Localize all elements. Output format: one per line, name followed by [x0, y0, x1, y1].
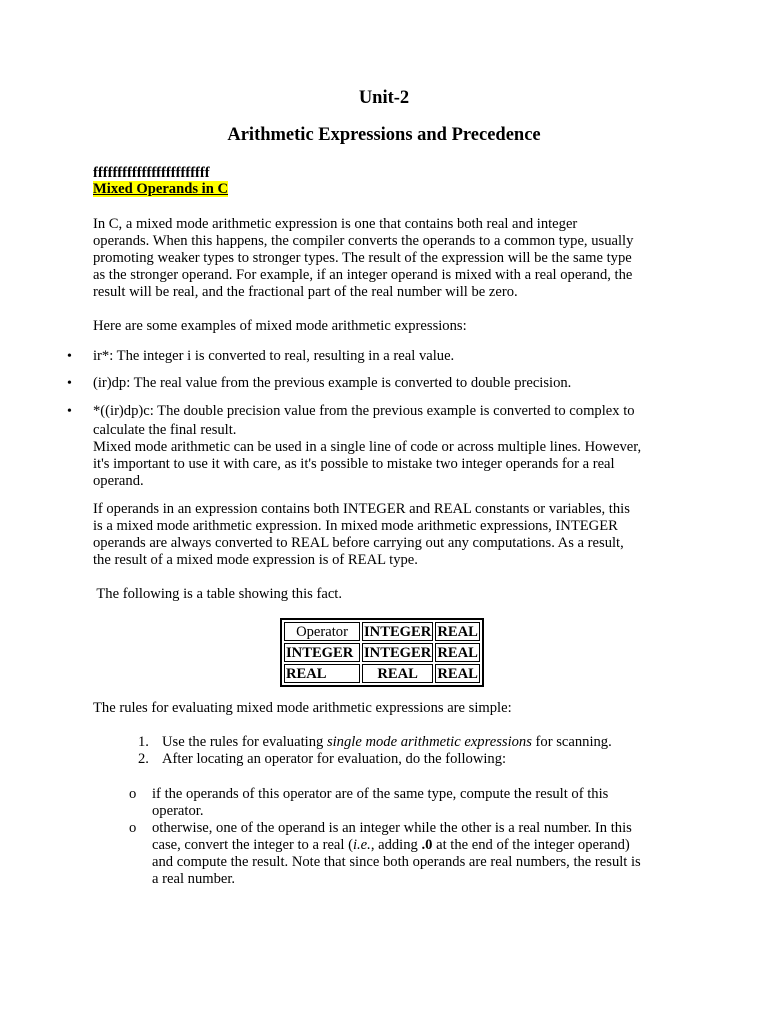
- bullet-marker: •: [67, 349, 72, 364]
- text-bold: .0: [421, 837, 433, 853]
- bullet-item: ir*: The integer i is converted to real, resulting in a real value.: [93, 348, 455, 364]
- text-line: as the stronger operand. For example, if an integer operand is mixed with a real operand, the: [93, 267, 633, 283]
- table-row: [284, 664, 480, 683]
- text-line: operands are always converted to REAL before carrying out any computations. As a result,: [93, 535, 624, 551]
- rules-intro: The rules for evaluating mixed mode arithmetic expressions are simple:: [93, 700, 512, 716]
- table-cell: REAL: [362, 664, 433, 683]
- table-cell: INTEGER: [284, 643, 360, 662]
- item-text: for scanning.: [531, 734, 612, 750]
- table-cell: REAL: [284, 664, 360, 683]
- list-number: 1.: [138, 734, 149, 750]
- table-cell: REAL: [437, 644, 478, 661]
- list-number: 2.: [138, 751, 149, 767]
- text-run: , adding: [370, 837, 422, 853]
- ordered-item: After locating an operator for evaluation, do the following:: [162, 751, 507, 767]
- sub-list-item: [152, 820, 674, 888]
- examples-intro: Here are some examples of mixed mode arithmetic expressions:: [93, 318, 467, 334]
- text-line: operator.: [152, 803, 204, 819]
- unit-heading: Unit-2: [358, 88, 410, 108]
- ordered-item: [162, 734, 682, 751]
- bullet3-continuation: [93, 422, 675, 490]
- text-run: at the end of the integer operand): [432, 837, 630, 853]
- sub-list-marker: o: [129, 820, 137, 836]
- table-header-row: [284, 622, 480, 641]
- section-heading: [93, 181, 675, 198]
- text-line: [152, 837, 674, 854]
- table-cell: Operator: [284, 622, 360, 641]
- text-line: calculate the final result.: [93, 422, 237, 438]
- item-emphasis: single mode arithmetic expressions: [326, 734, 532, 750]
- text-line: it's important to use it with care, as it's possible to mistake two integer operands for a real: [93, 456, 615, 472]
- bullet-marker: •: [67, 376, 72, 391]
- section-heading-text: Mixed Operands in C: [93, 181, 229, 197]
- text-emphasis: i.e.: [352, 837, 371, 853]
- intro-paragraph: [93, 216, 675, 301]
- operands-paragraph: [93, 501, 675, 569]
- text-line: promoting weaker types to stronger types. The result of the expression will be the same type: [93, 250, 632, 266]
- text-line: is a mixed mode arithmetic expression. In mixed mode arithmetic expressions, INTEGER: [93, 518, 618, 534]
- sub-list-item: [152, 786, 674, 820]
- table-cell: INTEGER: [364, 644, 432, 661]
- table-cell: INTEGER: [364, 623, 432, 640]
- bullet-item: *((ir)dp)c: The double precision value from the previous example is converted to complex to: [93, 403, 635, 419]
- bullet-item: (ir)dp: The real value from the previous example is converted to double precision.: [93, 375, 572, 391]
- type-table: [280, 618, 484, 687]
- table-row: [284, 643, 480, 662]
- table-cell: REAL: [437, 665, 478, 682]
- text-line: In C, a mixed mode arithmetic expression is one that contains both real and integer: [93, 216, 578, 232]
- text-line: if the operands of this operator are of the same type, compute the result of this: [152, 786, 609, 802]
- text-line: and compute the result. Note that since both operands are real numbers, the result is: [152, 854, 641, 870]
- text-line: a real number.: [152, 871, 236, 887]
- bullet-marker: •: [67, 404, 72, 419]
- text-line: operands. When this happens, the compiler converts the operands to a common type, usually: [93, 233, 634, 249]
- text-line: If operands in an expression contains both INTEGER and REAL constants or variables, this: [93, 501, 630, 517]
- text-line: the result of a mixed mode expression is of REAL type.: [93, 552, 418, 568]
- text-line: operand.: [93, 473, 144, 489]
- table-cell: REAL: [437, 623, 478, 640]
- sub-list-marker: o: [129, 786, 137, 802]
- table-intro: The following is a table showing this fact.: [93, 586, 342, 602]
- page-title: Arithmetic Expressions and Precedence: [227, 125, 541, 145]
- text-line: result will be real, and the fractional part of the real number will be zero.: [93, 284, 518, 300]
- item-text: Use the rules for evaluating: [162, 734, 327, 750]
- text-run: case, convert the integer to a real (: [152, 837, 353, 853]
- stray-text: ffffffffffffffffffffffff: [93, 165, 210, 181]
- text-line: otherwise, one of the operand is an integer while the other is a real number. In this: [152, 820, 632, 836]
- text-line: Mixed mode arithmetic can be used in a single line of code or across multiple lines. However,: [93, 439, 642, 455]
